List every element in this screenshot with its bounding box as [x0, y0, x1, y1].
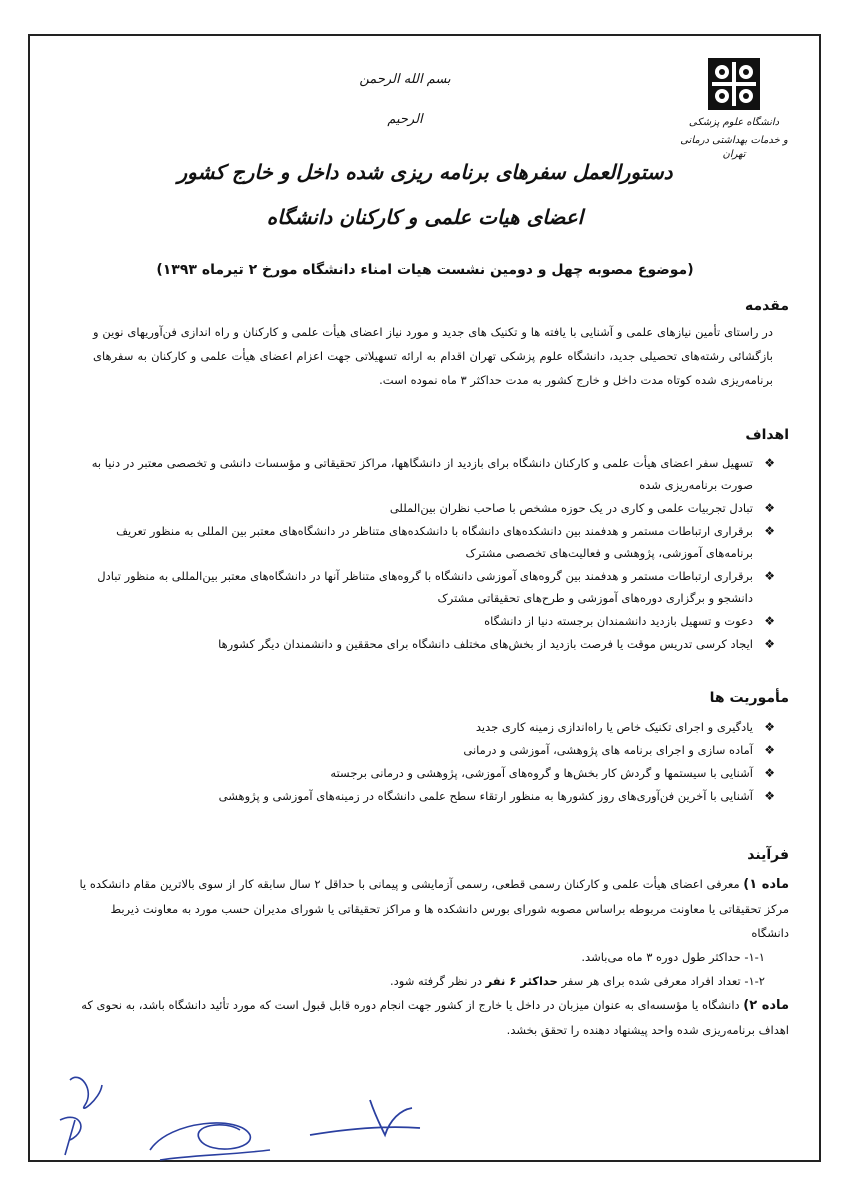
article-2: [74, 993, 789, 1042]
missions-list: [75, 716, 775, 808]
diamond-bullet-icon: ❖: [764, 569, 775, 583]
list-item: ❖ برقراری ارتباطات مستمر و هدفمند بین گروه‌های آموزشی دانشگاه با گروه‌های متناظر آنها در دانشگاه‌های معتبر بین‌المللی به منظور تبادل دانشجو و برگزاری دوره‌های آموزشی و طرح‌های تحقیقاتی مشترک: [75, 565, 775, 609]
diamond-bullet-icon: ❖: [764, 720, 775, 734]
diamond-bullet-icon: ❖: [764, 501, 775, 515]
diamond-bullet-icon: ❖: [764, 637, 775, 651]
diamond-bullet-icon: ❖: [764, 614, 775, 628]
signature-3: [310, 1100, 420, 1135]
missions-heading: مأموریت ها: [709, 690, 789, 706]
process-section: [74, 872, 789, 1042]
logo-text-line2: و خدمات بهداشتی درمانی تهران: [680, 135, 788, 160]
article-2-label: ماده ۲): [743, 998, 789, 1013]
list-item: ❖ یادگیری و اجرای تکنیک خاص یا راه‌اندازی زمینه کاری جدید: [75, 716, 775, 738]
diamond-bullet-icon: ❖: [764, 456, 775, 470]
intro-paragraph: در راستای تأمین نیازهای علمی و آشنایی با یافته ها و تکنیک های جدید و مورد نیاز اعضای هیأت علمی و کارکنان و راه اندازی فن‌آوریهای نوین و بازگشائی رشته‌های تحصیلی جدید، دانشگاه علوم پزشکی تهران اقدام به ارائه تسهیلاتی جهت اعزام اعضای هیأت علمی و کارکنان به سفرهای برنامه‌ریزی شده کوتاه مدت داخل و خارج کشور به مدت حداکثر ۳ ماه نموده است.: [93, 325, 773, 387]
intro-heading: مقدمه: [745, 298, 789, 314]
diamond-bullet-icon: ❖: [764, 789, 775, 803]
diamond-bullet-icon: ❖: [764, 743, 775, 757]
logo-text-line1: دانشگاه علوم پزشکی: [688, 117, 780, 128]
process-heading: فرآیند: [747, 847, 789, 863]
max-people-emphasis: حداکثر ۶ نفر: [485, 974, 558, 988]
list-item: ❖ آماده سازی و اجرای برنامه های پژوهشی، آموزشی و درمانی: [75, 739, 775, 761]
clause-1-2: ۱-۲- تعداد افراد معرفی شده برای هر سفر حداکثر ۶ نفر در نظر گرفته شود.: [390, 974, 765, 988]
list-item: ❖ برقراری ارتباطات مستمر و هدفمند بین دانشکده‌های دانشگاه با دانشکده‌های متناظر در دانشگاه‌های معتبر بین المللی به منظور تعریف برنامه‌های آموزشی، پژوهشی و فعالیت‌های تخصصی مشترک: [75, 520, 775, 564]
signatures: [40, 1060, 480, 1170]
goals-list: [75, 452, 775, 656]
list-item: ❖ آشنایی با آخرین فن‌آوری‌های روز کشورها به منظور ارتقاء سطح علمی دانشگاه در زمینه‌های آموزشی و پژوهشی: [75, 785, 775, 807]
signature-2: [150, 1123, 270, 1160]
document-subtitle: (موضوع مصوبه چهل و دومین نشست هیات امناء دانشگاه مورخ ۲ تیرماه ۱۳۹۳): [156, 262, 694, 278]
list-item: ❖ تسهیل سفر اعضای هیأت علمی و کارکنان دانشگاه برای بازدید از دانشگاهها، مراکز تحقیقاتی و مؤسسات دانشی و تخصصی معتبر در دنیا به صورت برنامه‌ریزی شده: [75, 452, 775, 496]
signature-1: [60, 1077, 102, 1155]
document-title-line2: اعضای هیات علمی و کارکنان دانشگاه: [266, 205, 584, 229]
diamond-bullet-icon: ❖: [764, 524, 775, 538]
list-item: ❖ دعوت و تسهیل بازدید دانشمندان برجسته دنیا از دانشگاه: [75, 610, 775, 632]
article-1-label: ماده ۱): [743, 877, 789, 892]
basmala: بسم الله الرحمن الرحیم: [359, 72, 451, 127]
goals-heading: اهداف: [745, 427, 789, 443]
article-1-text: معرفی اعضای هیأت علمی و کارکنان رسمی قطعی، رسمی آزمایشی و پیمانی با حداقل ۲ سال سابقه کار از سوی بالاترین مقام دانشکده یا مرکز تحقیقاتی یا معاونت مربوطه براساس مصوبه شورای بورس دانشکده ها و مراکز تحقیقاتی یا شورای مدیران حسب مورد به معاونت ذیربط دانشگاه: [79, 877, 789, 940]
university-logo: [679, 56, 789, 162]
document-title: دستورالعمل سفرهای برنامه ریزی شده داخل و خارج کشور: [177, 160, 673, 184]
clause-1-1: ۱-۱- حداکثر طول دوره ۳ ماه می‌باشد.: [581, 950, 765, 964]
diamond-bullet-icon: ❖: [764, 766, 775, 780]
list-item: ❖ تبادل تجربیات علمی و کاری در یک حوزه مشخص با صاحب نظران بین‌المللی: [75, 497, 775, 519]
article-2-text: دانشگاه یا مؤسسه‌ای به عنوان میزبان در داخل یا خارج از کشور جهت انجام دوره قابل قبول است که مورد تأئید دانشگاه باشد، به نحوی که اهداف برنامه‌ریزی شده واحد پیشنهاد دهنده را تحقق بخشد.: [81, 998, 789, 1037]
university-emblem-icon: [706, 56, 762, 112]
list-item: ❖ آشنایی با سیستمها و گردش کار بخش‌ها و گروه‌های آموزشی، پژوهشی و درمانی برجسته: [75, 762, 775, 784]
list-item: ❖ ایجاد کرسی تدریس موقت یا فرصت بازدید از بخش‌های مختلف دانشگاه برای محققین و دانشمندان دیگر کشورها: [75, 633, 775, 655]
article-1: [74, 872, 789, 945]
